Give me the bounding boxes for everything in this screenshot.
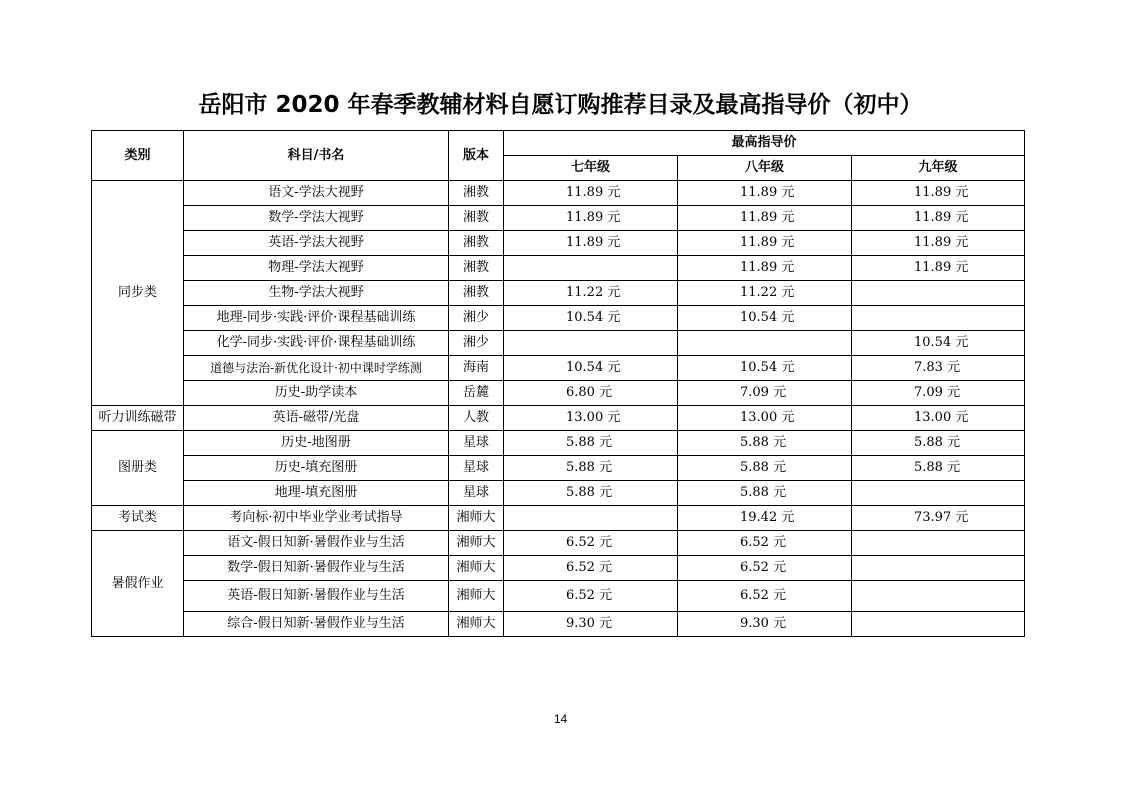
edition-cell: 湘师大 (449, 612, 504, 637)
grade7-price: 5.88 元 (504, 431, 678, 456)
header-subject: 科目/书名 (184, 131, 449, 181)
category-cell: 图册类 (92, 431, 184, 506)
grade7-price: 6.52 元 (504, 556, 678, 581)
edition-cell: 岳麓 (449, 381, 504, 406)
grade8-price: 6.52 元 (678, 581, 852, 612)
price-table (91, 130, 1025, 637)
table-row (92, 256, 1025, 281)
grade8-price: 10.54 元 (678, 306, 852, 331)
grade8-price: 11.89 元 (678, 181, 852, 206)
table-row (92, 181, 1025, 206)
grade9-price: 10.54 元 (852, 331, 1025, 356)
edition-cell: 星球 (449, 481, 504, 506)
edition-cell: 星球 (449, 431, 504, 456)
header-grade9: 九年级 (852, 156, 1025, 181)
table-row (92, 406, 1025, 431)
grade9-price: 11.89 元 (852, 231, 1025, 256)
grade9-price: 7.09 元 (852, 381, 1025, 406)
grade9-price (852, 306, 1025, 331)
grade7-price: 6.52 元 (504, 531, 678, 556)
category-cell: 暑假作业 (92, 531, 184, 637)
grade7-price (504, 331, 678, 356)
header-edition: 版本 (449, 131, 504, 181)
book-cell: 数学-学法大视野 (184, 206, 449, 231)
book-cell: 地理-同步·实践·评价·课程基础训练 (184, 306, 449, 331)
table-row (92, 331, 1025, 356)
grade9-price: 7.83 元 (852, 356, 1025, 381)
grade7-price (504, 506, 678, 531)
book-cell: 化学-同步·实践·评价·课程基础训练 (184, 331, 449, 356)
page-title: 岳阳市 2020 年春季教辅材料自愿订购推荐目录及最高指导价（初中） (198, 92, 923, 118)
grade7-price: 5.88 元 (504, 456, 678, 481)
grade9-price: 5.88 元 (852, 456, 1025, 481)
category-cell: 听力训练磁带 (92, 406, 184, 431)
edition-cell: 海南 (449, 356, 504, 381)
category-cell: 考试类 (92, 506, 184, 531)
grade8-price: 7.09 元 (678, 381, 852, 406)
table-row (92, 506, 1025, 531)
edition-cell: 湘师大 (449, 581, 504, 612)
edition-cell: 湘少 (449, 331, 504, 356)
table-row (92, 381, 1025, 406)
book-cell: 语文-假日知新·暑假作业与生活 (184, 531, 449, 556)
book-cell: 考向标·初中毕业学业考试指导 (184, 506, 449, 531)
book-cell: 综合-假日知新·暑假作业与生活 (184, 612, 449, 637)
table-row (92, 306, 1025, 331)
edition-cell: 湘教 (449, 281, 504, 306)
table-row (92, 581, 1025, 612)
edition-cell: 湘少 (449, 306, 504, 331)
grade8-price: 5.88 元 (678, 431, 852, 456)
book-cell: 语文-学法大视野 (184, 181, 449, 206)
grade8-price: 11.89 元 (678, 231, 852, 256)
grade9-price: 5.88 元 (852, 431, 1025, 456)
book-cell: 历史-填充图册 (184, 456, 449, 481)
grade8-price: 5.88 元 (678, 481, 852, 506)
grade9-price (852, 281, 1025, 306)
grade8-price: 9.30 元 (678, 612, 852, 637)
grade8-price: 6.52 元 (678, 556, 852, 581)
grade8-price: 11.22 元 (678, 281, 852, 306)
grade9-price: 11.89 元 (852, 206, 1025, 231)
book-cell: 历史-助学读本 (184, 381, 449, 406)
grade8-price: 5.88 元 (678, 456, 852, 481)
edition-cell: 湘教 (449, 206, 504, 231)
edition-cell: 湘教 (449, 256, 504, 281)
grade9-price (852, 531, 1025, 556)
grade7-price (504, 256, 678, 281)
grade7-price: 5.88 元 (504, 481, 678, 506)
grade7-price: 9.30 元 (504, 612, 678, 637)
grade7-price: 11.89 元 (504, 206, 678, 231)
book-cell: 生物-学法大视野 (184, 281, 449, 306)
grade7-price: 11.89 元 (504, 231, 678, 256)
table-row (92, 231, 1025, 256)
header-grade8: 八年级 (678, 156, 852, 181)
grade7-price: 11.22 元 (504, 281, 678, 306)
grade8-price: 13.00 元 (678, 406, 852, 431)
grade9-price (852, 581, 1025, 612)
edition-cell: 湘教 (449, 231, 504, 256)
edition-cell: 人教 (449, 406, 504, 431)
edition-cell: 湘教 (449, 181, 504, 206)
grade7-price: 10.54 元 (504, 356, 678, 381)
book-cell: 英语-假日知新·暑假作业与生活 (184, 581, 449, 612)
table-row (92, 556, 1025, 581)
grade8-price (678, 331, 852, 356)
grade9-price (852, 481, 1025, 506)
header-category: 类别 (92, 131, 184, 181)
table-row (92, 281, 1025, 306)
grade9-price (852, 556, 1025, 581)
book-cell: 物理-学法大视野 (184, 256, 449, 281)
grade8-price: 19.42 元 (678, 506, 852, 531)
table-row (92, 481, 1025, 506)
table-row (92, 456, 1025, 481)
table-row (92, 531, 1025, 556)
table-row (92, 431, 1025, 456)
table-row (92, 356, 1025, 381)
grade7-price: 6.52 元 (504, 581, 678, 612)
table-row (92, 206, 1025, 231)
page-number: 14 (553, 712, 568, 726)
grade7-price: 13.00 元 (504, 406, 678, 431)
grade9-price: 13.00 元 (852, 406, 1025, 431)
grade9-price (852, 612, 1025, 637)
grade7-price: 11.89 元 (504, 181, 678, 206)
edition-cell: 湘师大 (449, 531, 504, 556)
book-cell: 数学-假日知新·暑假作业与生活 (184, 556, 449, 581)
table-row (92, 612, 1025, 637)
grade9-price: 11.89 元 (852, 256, 1025, 281)
header-grade7: 七年级 (504, 156, 678, 181)
book-cell: 道德与法治-新优化设计·初中课时学练测 (184, 356, 449, 381)
book-cell: 英语-学法大视野 (184, 231, 449, 256)
grade8-price: 11.89 元 (678, 256, 852, 281)
book-cell: 历史-地图册 (184, 431, 449, 456)
grade8-price: 6.52 元 (678, 531, 852, 556)
grade7-price: 6.80 元 (504, 381, 678, 406)
edition-cell: 星球 (449, 456, 504, 481)
edition-cell: 湘师大 (449, 556, 504, 581)
book-cell: 英语-磁带/光盘 (184, 406, 449, 431)
grade8-price: 11.89 元 (678, 206, 852, 231)
header-max-price: 最高指导价 (504, 131, 1025, 156)
grade7-price: 10.54 元 (504, 306, 678, 331)
grade8-price: 10.54 元 (678, 356, 852, 381)
book-cell: 地理-填充图册 (184, 481, 449, 506)
edition-cell: 湘师大 (449, 506, 504, 531)
grade9-price: 11.89 元 (852, 181, 1025, 206)
grade9-price: 73.97 元 (852, 506, 1025, 531)
category-cell: 同步类 (92, 181, 184, 406)
